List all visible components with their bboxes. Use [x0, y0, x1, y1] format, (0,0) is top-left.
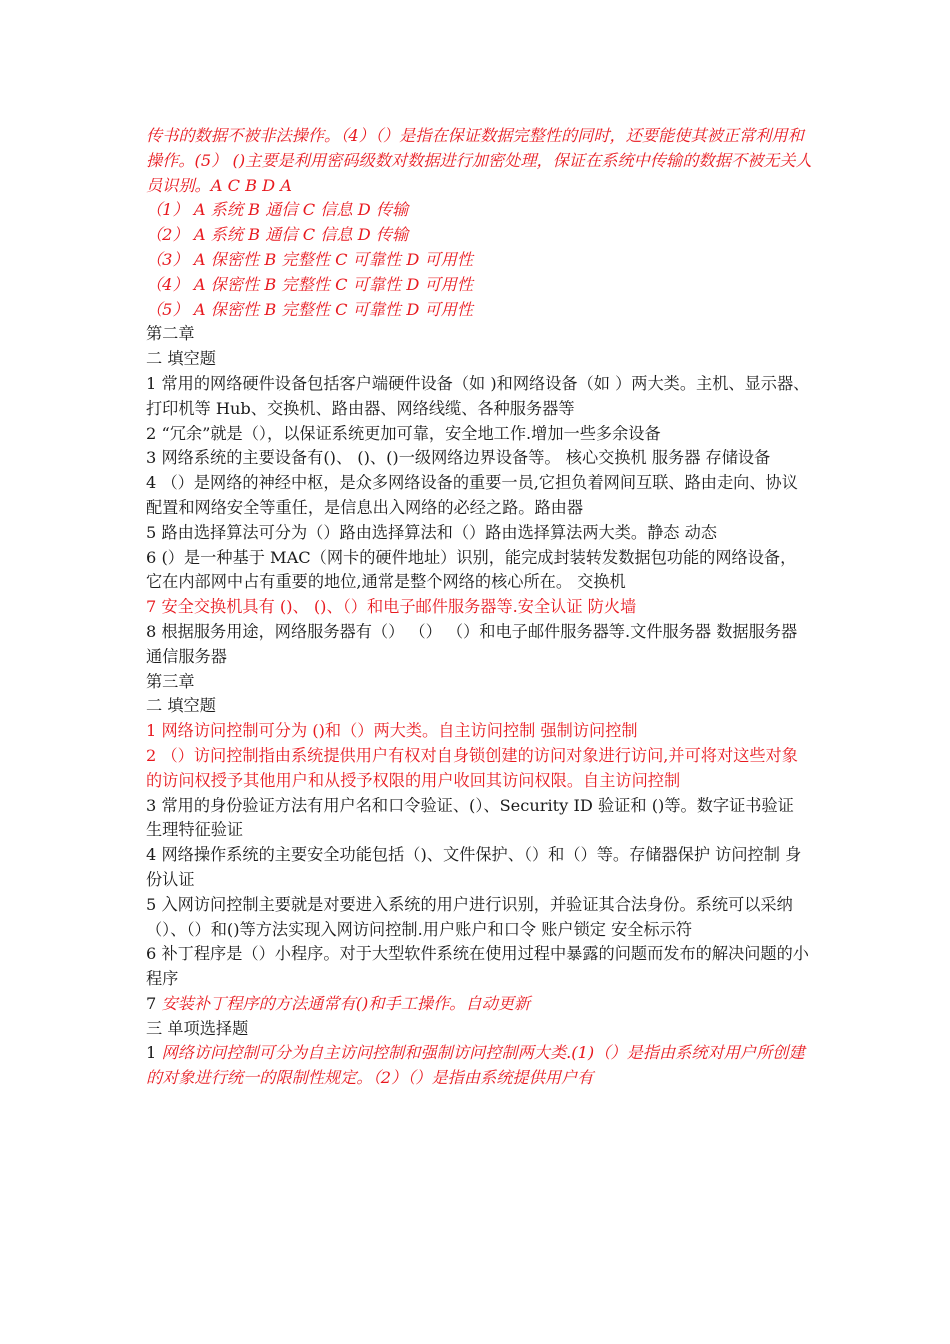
- paragraph: （4） A 保密性 B 完整性 C 可靠性 D 可用性: [146, 274, 474, 294]
- paragraph: 传书的数据不被非法操作。（4）（）是指在保证数据完整性的同时，还要能使其被正常利用和操作。(5） ()主要是利用密码级数对数据进行加密处理，保证在系统中传输的数据不被无关人员识别。A C B D A: [146, 126, 812, 195]
- paragraph: 7 安全交换机具有 ()、 ()、（）和电子邮件服务器等.安全认证 防火墙: [146, 597, 637, 617]
- paragraph: （2） A 系统 B 通信 C 信息 D 传输: [146, 225, 409, 245]
- paragraph: 1 常用的网络硬件设备包括客户端硬件设备（如 )和网络设备（如 ）两大类。主机、显示器、打印机等 Hub、交换机、路由器、网络线缆、各种服务器等: [146, 373, 810, 418]
- paragraph: [146, 992, 812, 1017]
- section-heading: 第三章: [146, 671, 195, 691]
- paragraph: 3 常用的身份验证方法有用户名和口令验证、(）、Security ID 验证和 ()等。数字证书验证 生理特征验证: [146, 795, 799, 840]
- paragraph: （3） A 保密性 B 完整性 C 可靠性 D 可用性: [146, 249, 474, 269]
- paragraph: 1 网络访问控制可分为 ()和（）两大类。自主访问控制 强制访问控制: [146, 721, 638, 741]
- paragraph: 3 网络系统的主要设备有()、 ()、()一级网络边界设备等。 核心交换机 服务器 存储设备: [146, 448, 771, 468]
- paragraph: 5 入网访问控制主要就是对要进入系统的用户进行识别，并验证其合法身份。系统可以采纳（）、（）和()等方法实现入网访问控制.用户账户和口令 账户锁定 安全标示符: [146, 894, 793, 939]
- paragraph-text: 网络访问控制可分为自主访问控制和强制访问控制两大类.(1)（）是指由系统对用户所创建的对象进行统一的限制性规定。（2）（）是指由系统提供用户有: [146, 1043, 805, 1088]
- paragraph: 8 根据服务用途，网络服务器有（） （） （）和电子邮件服务器等.文件服务器 数据服务器 通信服务器: [146, 621, 803, 666]
- paragraph-text: 安装补丁程序的方法通常有()和手工操作。自动更新: [161, 993, 531, 1013]
- paragraph: 6 (）是一种基于 MAC（网卡的硬件地址）识别，能完成封装转发数据包功能的网络设备，它在内部网中占有重要的地位,通常是整个网络的核心所在。 交换机: [146, 547, 797, 592]
- paragraph-number: 7: [146, 993, 162, 1013]
- paragraph: （1） A 系统 B 通信 C 信息 D 传输: [146, 200, 409, 220]
- section-heading: 二 填空题: [146, 696, 216, 716]
- paragraph: 2 （）访问控制指由系统提供用户有权对自身锁创建的访问对象进行访问,并可将对这些对象的访问权授予其他用户和从授予权限的用户收回其访问权限。自主访问控制: [146, 745, 798, 790]
- section-heading: 第二章: [146, 324, 195, 344]
- section-heading: 二 填空题: [146, 349, 216, 369]
- paragraph: 4 网络操作系统的主要安全功能包括（)、文件保护、（）和（）等。存储器保护 访问控制 身份认证: [146, 845, 802, 889]
- paragraph: [146, 1041, 812, 1091]
- paragraph-number: 1: [146, 1043, 162, 1063]
- paragraph: 5 路由选择算法可分为（）路由选择算法和（）路由选择算法两大类。静态 动态: [146, 522, 717, 542]
- section-heading: 三 单项选择题: [146, 1018, 249, 1038]
- paragraph: 4 （）是网络的神经中枢，是众多网络设备的重要一员,它担负着网间互联、路由走向、协议配置和网络安全等重任，是信息出入网络的必经之路。路由器: [146, 473, 798, 517]
- paragraph: 6 补丁程序是（）小程序。对于大型软件系统在使用过程中暴露的问题而发布的解决问题的小程序: [146, 944, 809, 989]
- paragraph: （5） A 保密性 B 完整性 C 可靠性 D 可用性: [146, 299, 474, 319]
- paragraph: 2 “冗余”就是（），以保证系统更加可靠，安全地工作.增加一些多余设备: [146, 423, 661, 443]
- document-page: [146, 124, 812, 1091]
